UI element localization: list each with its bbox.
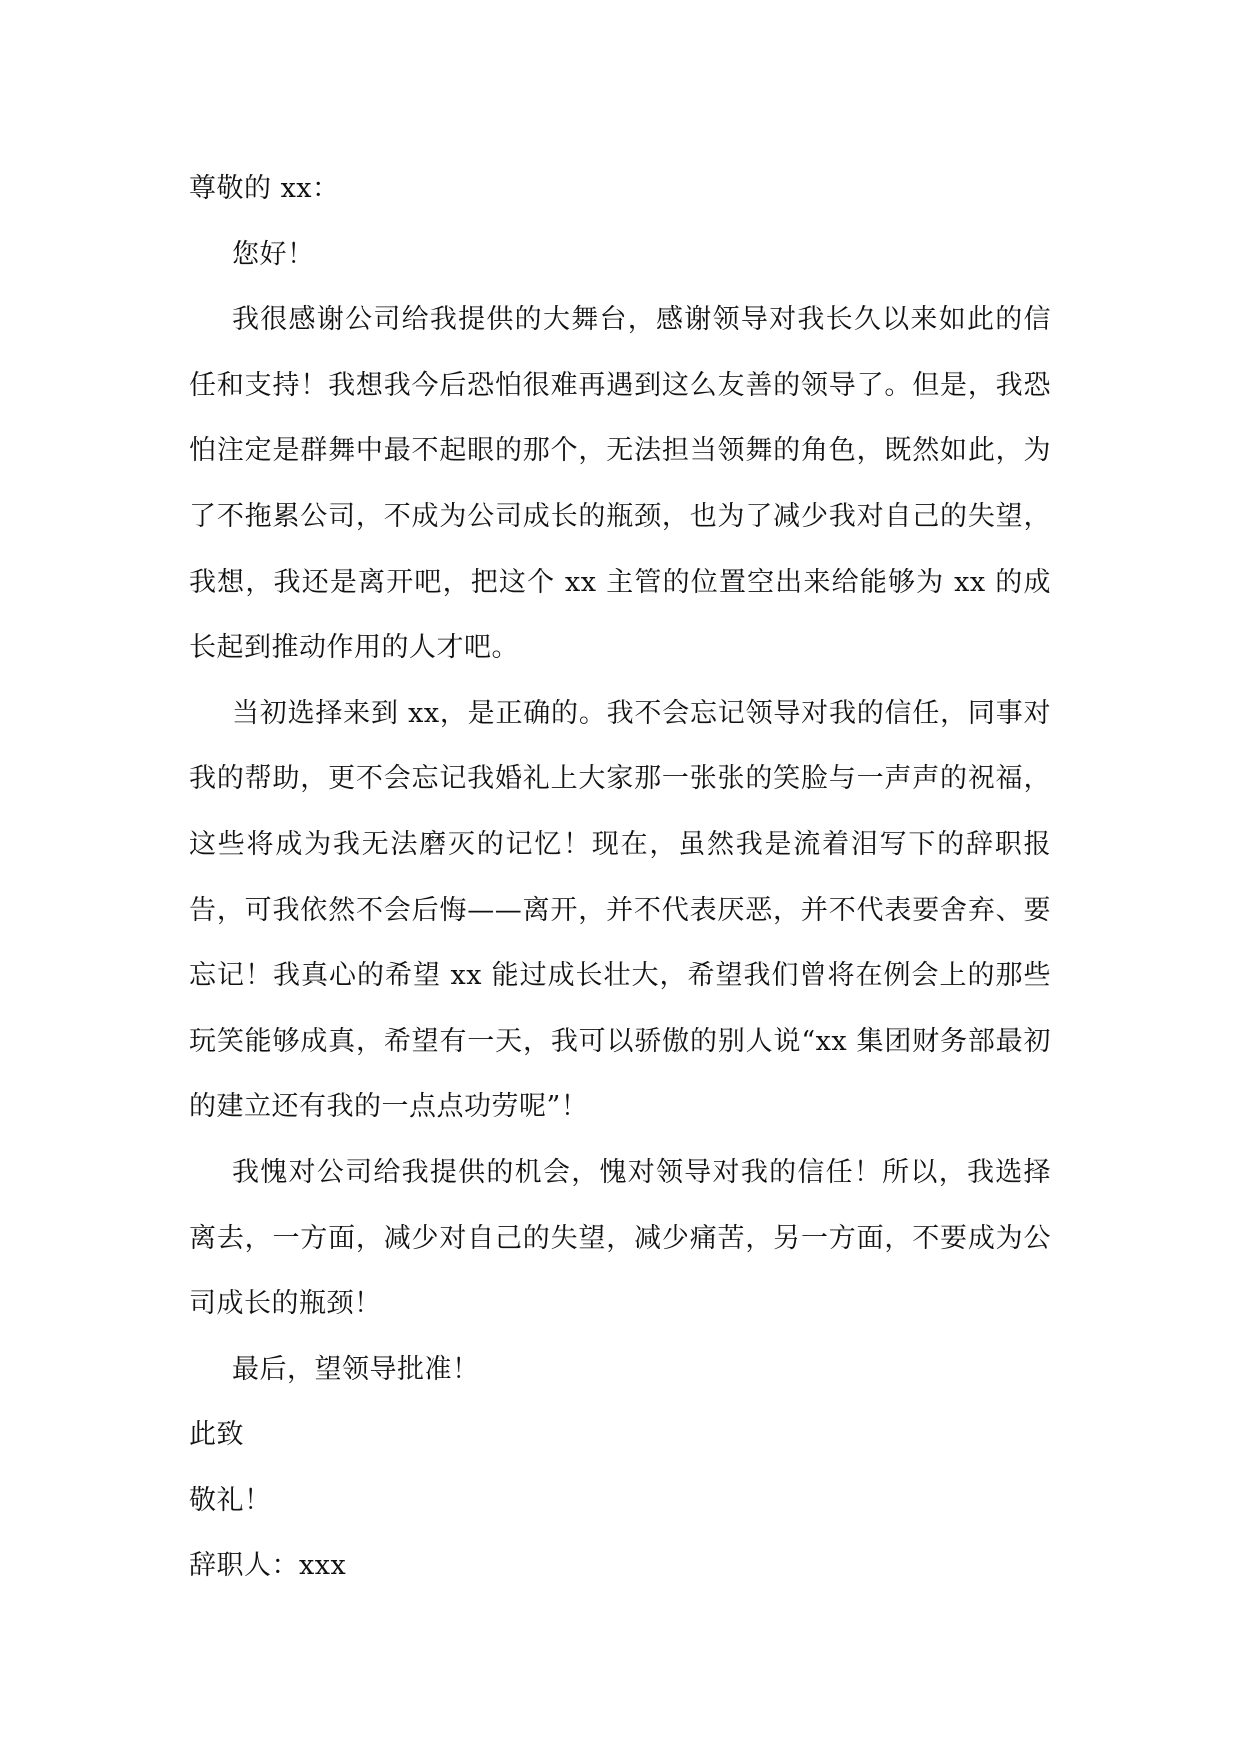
letter-closing-request: 最后，望领导批准！ (232, 1353, 480, 1385)
letter-closing-line-1: 此致 (189, 1419, 244, 1451)
letter-closing-line-2: 敬礼！ (189, 1484, 272, 1516)
letter-paragraph-1: 我很感谢公司给我提供的大舞台，感谢领导对我长久以来如此的信任和支持！我想我今后恐怕很难再遇到这么友善的领导了。但是，我恐怕注定是群舞中最不起眼的那个，无法担当领舞的角色，既然如此，为了不拖累公司，不成为公司成长的瓶颈，也为了减少我对自己的失望，我想，我还是离开吧，把这个 xx 主管的位置空出来给能够为 xx 的成长起到推动作用的人才吧。 (189, 304, 1051, 664)
letter-greeting: 您好！ (232, 238, 315, 270)
letter-salutation: 尊敬的 xx： (189, 173, 340, 204)
letter-paragraph-3: 我愧对公司给我提供的机会，愧对领导对我的信任！所以，我选择离去，一方面，减少对自己的失望，减少痛苦，另一方面，不要成为公司成长的瓶颈！ (189, 1156, 1051, 1320)
letter-body (189, 156, 1051, 1599)
letter-paragraph-2: 当初选择来到 xx，是正确的。我不会忘记领导对我的信任，同事对我的帮助，更不会忘记我婚礼上大家那一张张的笑脸与一声声的祝福，这些将成为我无法磨灭的记忆！现在，虽然我是流着泪写下的辞职报告，可我依然不会后悔——离开，并不代表厌恶，并不代表要舍弃、要忘记！我真心的希望 xx 能过成长壮大，希望我们曾将在例会上的那些玩笑能够成真，希望有一天，我可以骄傲的别人说“xx 集团财务部最初的建立还有我的一点点功劳呢”！ (189, 697, 1051, 1123)
letter-signature: 辞职人：xxx (189, 1550, 347, 1582)
